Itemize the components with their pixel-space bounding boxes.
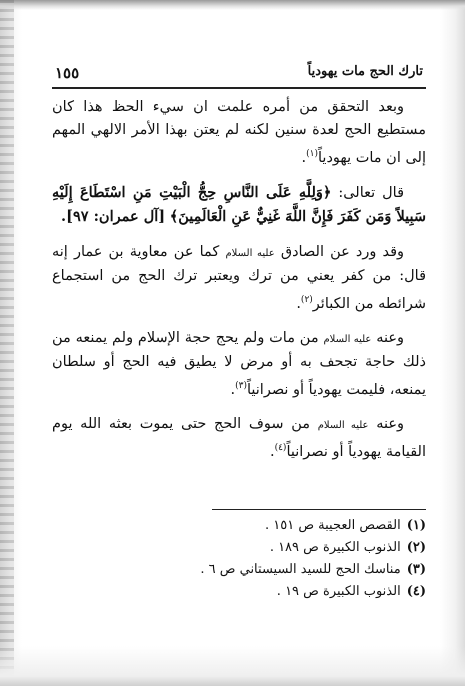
footnote-ref-2: (٢) (300, 294, 313, 305)
page-body (52, 96, 426, 476)
honorific-glyph: عليه السلام (225, 247, 275, 259)
footnote-text: الذنوب الكبيرة ص ١٨٩ . (269, 540, 401, 555)
scan-shadow-bottom (0, 646, 465, 686)
scan-shadow-top (0, 0, 465, 10)
period: . (269, 444, 275, 461)
paragraph-3-text: كما عن معاوية بن عمار إنه قال: من كفر يعني من ترك ويعتبر ترك الحج من استجماع شرائطه من الكبائر (52, 243, 426, 312)
scan-edge-left (0, 0, 14, 686)
footnote-text: مناسك الحج للسيد السيستاني ص ٦ . (200, 562, 401, 577)
footnote-number: (١) (406, 518, 426, 533)
footnote-text: القصص العجيبة ص ١٥١ . (264, 518, 401, 533)
footnote-ref-1: (١) (306, 148, 318, 159)
honorific-glyph: عليه السلام (323, 333, 372, 345)
footnote-item (52, 537, 426, 559)
page-header (55, 64, 423, 84)
running-title: تارك الحج مات يهودياً (307, 64, 423, 79)
period: . (230, 381, 236, 398)
paragraph-3 (52, 241, 426, 316)
footnote-separator (212, 509, 426, 510)
paragraph-3-lead: وقد ورد عن الصادق (280, 243, 405, 260)
footnotes (52, 515, 426, 603)
footnote-text: الذنوب الكبيرة ص ١٩ . (276, 584, 401, 599)
header-rule (52, 87, 426, 89)
footnote-number: (٤) (406, 584, 426, 599)
footnote-item (52, 581, 426, 603)
page-number: ١٥٥ (55, 64, 80, 82)
paragraph-5-text: من سوف الحج حتى يموت بعثه الله يوم القيامة يهودياً أو نصرانياً (52, 415, 426, 461)
quran-verse: ﴿وَلِلَّهِ عَلَى النَّاسِ حِجُّ الْبَيْتِ مَنِ اسْتَطَاعَ إِلَيْهِ سَبِيلاً وَمَن كَفَرَ فَإِنَّ اللَّهَ غَنِيٌّ عَنِ الْعَالَمِينَ﴾ (52, 184, 426, 226)
verse-reference: [آل عمران: ٩٧]. (61, 208, 166, 226)
paragraph-4-lead: وعنه (376, 329, 405, 346)
paragraph-2 (52, 181, 426, 230)
footnote-number: (٢) (406, 540, 426, 555)
paragraph-4 (52, 327, 426, 402)
footnote-ref-4: (٤) (274, 443, 287, 454)
paragraph-4-text: من مات ولم يحج حجة الإسلام ولم يمنعه من ذلك حاجة تجحف به أو مرض لا يطيق فيه الحج أو سلطان يمنعه، فليمت يهودياً أو نصرانياً (52, 329, 426, 398)
honorific-glyph: عليه السلام (317, 419, 369, 431)
paragraph-5-lead: وعنه (376, 415, 404, 432)
verse-intro: قال تعالى: (338, 185, 404, 202)
period: . (296, 295, 301, 312)
paragraph-5 (52, 413, 426, 465)
footnote-item (52, 515, 426, 537)
paragraph-1 (52, 96, 426, 170)
paragraph-1-text: وبعد التحقق من أمره علمت ان سيء الحظ هذا كان مستطيع الحج لعدة سنين لكنه لم يعتن بهذا الأمر الالهي المهم إلى ان مات يهودياً (52, 99, 426, 166)
footnote-ref-3: (٣) (235, 380, 247, 391)
footnote-item (52, 559, 426, 581)
footnote-number: (٣) (406, 562, 426, 577)
period: . (301, 149, 307, 166)
